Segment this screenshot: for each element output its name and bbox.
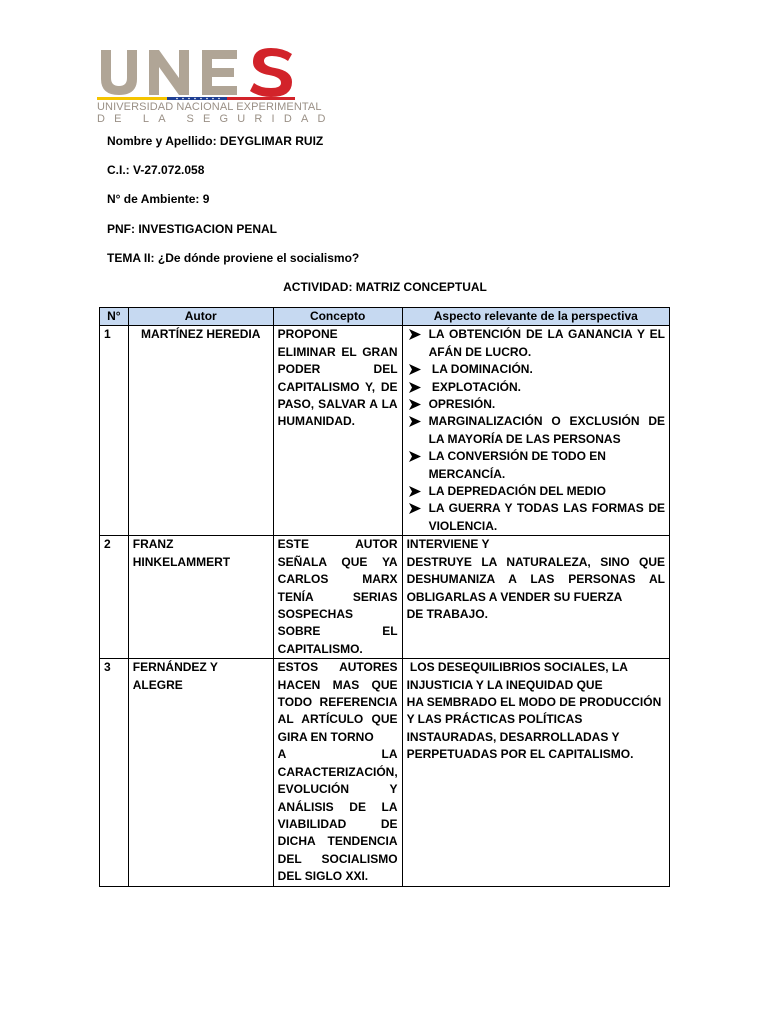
arrowhead-bullet-icon	[409, 364, 421, 375]
row-aspect	[402, 536, 669, 659]
arrowhead-bullet-icon	[409, 399, 421, 410]
arrowhead-bullet-icon	[409, 416, 421, 427]
list-item-text: OPRESIÓN.	[428, 397, 496, 412]
header-aspect: Aspecto relevante de la perspectiva	[402, 308, 669, 326]
list-item	[407, 413, 665, 448]
row-number: 2	[100, 536, 129, 659]
concept-line: A LA CARACTERIZACIÓN, EVOLUCIÓN Y ANÁLISIS DE LA VIABILIDAD DE DICHA TENDENCIA DEL SOCIALISMO DEL SIGLO XXI.	[277, 747, 398, 884]
unes-logo	[97, 44, 335, 128]
header-concept: Concepto	[273, 308, 402, 326]
row-number: 3	[100, 659, 129, 886]
logo-university-name: UNIVERSIDAD NACIONAL EXPERIMENTAL	[97, 101, 322, 113]
aspect-line: DESTRUYE LA NATURALEZA, SINO QUE DESHUMANIZA A LAS PERSONAS AL OBLIGARLAS A VENDER SU FUERZA	[406, 554, 665, 604]
row-number: 1	[100, 326, 129, 536]
list-item-text: LA DOMINACIÓN.	[428, 362, 533, 377]
row-aspect	[402, 659, 669, 886]
concept-line: ESTOS AUTORES HACEN MAS QUE TODO REFERENCIA AL ARTÍCULO QUE GIRA EN TORNO	[277, 660, 398, 744]
row-concept	[273, 659, 402, 886]
list-item-text: LA CONVERSIÓN DE TODO EN MERCANCÍA.	[428, 449, 606, 481]
list-item	[407, 361, 665, 378]
row-author: MARTÍNEZ HEREDIA	[128, 326, 273, 536]
arrowhead-bullet-icon	[409, 329, 421, 340]
classroom-number: N° de Ambiente: 9	[107, 192, 210, 206]
aspect-line: INTERVIENE Y	[406, 537, 490, 552]
header-number: N°	[100, 308, 129, 326]
list-item-text: MARGINALIZACIÓN O EXCLUSIÓN DE LA MAYORÍA DE LAS PERSONAS	[428, 414, 665, 446]
list-item	[407, 500, 665, 535]
table-header-row	[100, 308, 670, 326]
aspect-bullet-list	[407, 326, 665, 535]
arrowhead-bullet-icon	[409, 382, 421, 393]
aspect-line: DE TRABAJO.	[406, 607, 488, 622]
header-author: Autor	[128, 308, 273, 326]
list-item-text: LA OBTENCIÓN DE LA GANANCIA Y EL AFÁN DE LUCRO.	[428, 327, 665, 359]
activity-title: ACTIVIDAD: MATRIZ CONCEPTUAL	[283, 280, 487, 294]
arrowhead-bullet-icon	[409, 503, 421, 514]
table-row	[100, 326, 670, 536]
student-id: C.I.: V-27.072.058	[107, 163, 205, 177]
row-aspect	[402, 326, 669, 536]
aspect-line: HA SEMBRADO EL MODO DE PRODUCCIÓN Y LAS PRÁCTICAS POLÍTICAS INSTAURADAS, DESARROLLADAS Y PERPETUADAS POR EL CAPITALISMO.	[406, 695, 662, 762]
row-author: FERNÁNDEZ Y ALEGRE	[128, 659, 273, 886]
table-row	[100, 659, 670, 886]
student-name: Nombre y Apellido: DEYGLIMAR RUIZ	[107, 134, 324, 148]
list-item	[407, 379, 665, 396]
unes-logo-mark	[97, 44, 297, 102]
program-name: PNF: INVESTIGACION PENAL	[107, 222, 278, 236]
list-item	[407, 326, 665, 361]
list-item	[407, 396, 665, 413]
aspect-line: LOS DESEQUILIBRIOS SOCIALES, LA INJUSTICIA Y LA INEQUIDAD QUE	[406, 660, 631, 692]
conceptual-matrix-table	[99, 307, 670, 887]
list-item	[407, 483, 665, 500]
list-item-text: LA DEPREDACIÓN DEL MEDIO	[428, 484, 606, 499]
list-item-text: EXPLOTACIÓN.	[428, 379, 522, 394]
arrowhead-bullet-icon	[409, 486, 421, 497]
arrowhead-bullet-icon	[409, 451, 421, 462]
row-author: FRANZ HINKELAMMERT	[128, 536, 273, 659]
topic: TEMA II: ¿De dónde proviene el socialismo?	[107, 251, 360, 265]
table-row	[100, 536, 670, 659]
list-item-text: LA GUERRA Y TODAS LAS FORMAS DE VIOLENCIA.	[428, 501, 665, 533]
list-item	[407, 448, 665, 483]
row-concept: ESTE AUTOR SEÑALA QUE YA CARLOS MARX TENÍA SERIAS SOSPECHAS SOBRE EL CAPITALISMO.	[273, 536, 402, 659]
row-concept: PROPONE ELIMINAR EL GRAN PODER DEL CAPITALISMO Y, DE PASO, SALVAR A LA HUMANIDAD.	[273, 326, 402, 536]
logo-university-subtitle: DE LA SEGURIDAD	[97, 113, 335, 125]
